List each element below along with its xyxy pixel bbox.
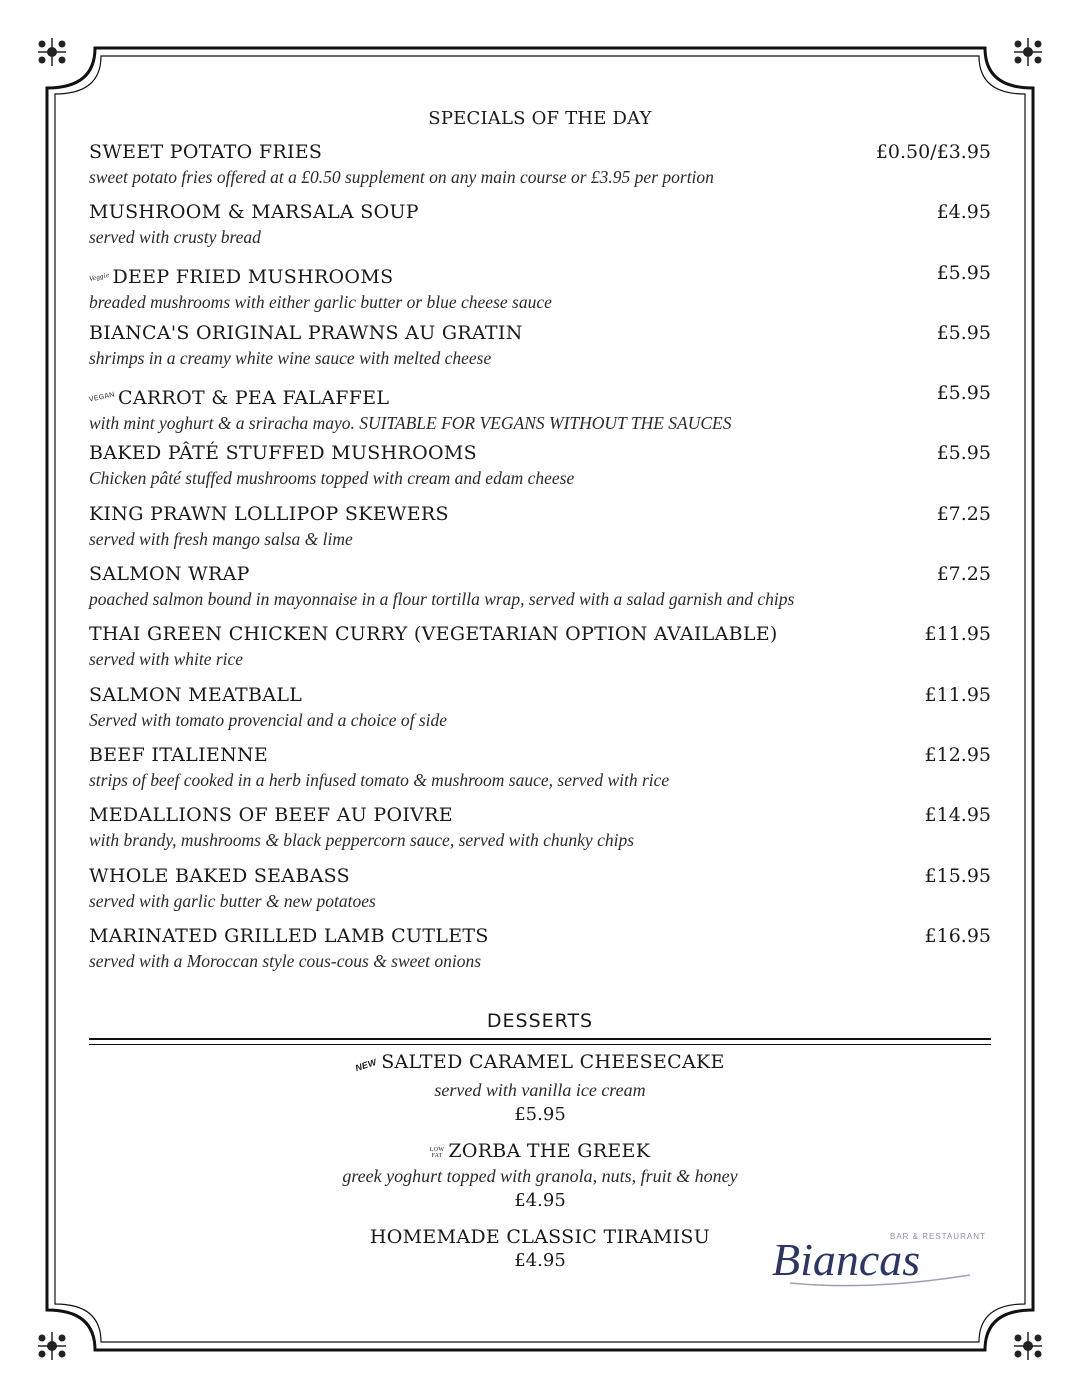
specials-section	[89, 107, 991, 984]
item-name: BIANCA'S ORIGINAL PRAWNS AU GRATIN	[89, 321, 523, 344]
item-price: £11.95	[924, 623, 991, 646]
item-description: served with white rice	[89, 649, 244, 670]
item-name: WHOLE BAKED SEABASS	[89, 864, 350, 887]
item-description: served with fresh mango salsa & lime	[89, 528, 353, 549]
menu-item	[89, 200, 991, 260]
dessert-description: greek yoghurt topped with granola, nuts, fruit & honey	[342, 1166, 738, 1186]
vegan-tag-icon: VEGAN	[88, 391, 116, 404]
menu-item	[89, 864, 991, 924]
item-price: £5.95	[936, 321, 991, 344]
specials-title: SPECIALS OF THE DAY	[428, 108, 652, 129]
low-fat-tag-icon: LOW FAT	[429, 1147, 445, 1159]
item-description: poached salmon bound in mayonnaise in a flour tortilla wrap, served with a salad garnish and chips	[89, 589, 795, 610]
item-name: BAKED PÂTÉ STUFFED MUSHROOMS	[89, 442, 477, 465]
logo-subtitle: BAR & RESTAURANT	[890, 1232, 986, 1241]
menu-item	[89, 502, 991, 562]
item-description: with mint yoghurt & a sriracha mayo. SUITABLE FOR VEGANS WITHOUT THE SAUCES	[89, 413, 732, 434]
new-tag-icon: NEW	[354, 1056, 379, 1074]
dessert-name: HOMEMADE CLASSIC TIRAMISU	[369, 1226, 711, 1248]
dessert-price: £5.95	[514, 1104, 566, 1125]
item-price: £5.95	[936, 442, 991, 465]
item-price: £16.95	[924, 924, 991, 947]
menu-item	[89, 562, 991, 622]
item-price: £7.25	[936, 563, 991, 586]
item-price: £4.95	[936, 201, 991, 224]
veggie-tag-icon: Veggie	[88, 270, 111, 283]
dessert-price: £4.95	[514, 1250, 566, 1271]
logo-wordmark: Biancas	[772, 1234, 921, 1285]
menu-item	[89, 803, 991, 863]
item-price: £0.50/£3.95	[875, 141, 991, 163]
dessert-price: £4.95	[514, 1190, 566, 1211]
menu-item	[89, 140, 991, 200]
item-price: £15.95	[924, 864, 991, 887]
menu-item	[89, 381, 991, 441]
item-name: MARINATED GRILLED LAMB CUTLETS	[89, 924, 489, 947]
biancas-logo	[770, 1225, 986, 1295]
menu-item	[89, 261, 991, 321]
item-description: served with a Moroccan style cous-cous & sweet onions	[89, 950, 482, 971]
divider	[89, 1044, 991, 1045]
dessert-name: ZORBA THE GREEK	[448, 1140, 651, 1162]
item-price: £5.95	[936, 382, 991, 405]
menu-item	[89, 683, 991, 743]
menu-item	[89, 622, 991, 682]
item-price: £12.95	[924, 743, 991, 766]
dessert-item	[89, 1050, 991, 1127]
item-price: £11.95	[924, 683, 991, 706]
item-name: SALMON MEATBALL	[89, 683, 303, 706]
item-price: £14.95	[924, 804, 991, 827]
item-name: MEDALLIONS OF BEEF AU POIVRE	[89, 804, 453, 827]
menu-item	[89, 441, 991, 501]
menu-item	[89, 743, 991, 803]
item-price: £5.95	[936, 261, 991, 284]
item-name: BEEF ITALIENNE	[89, 743, 269, 766]
dessert-name: SALTED CARAMEL CHEESECAKE	[381, 1051, 725, 1073]
dessert-description: served with vanilla ice cream	[434, 1080, 646, 1100]
item-name: SALMON WRAP	[89, 563, 250, 586]
divider	[89, 1038, 991, 1040]
item-price: £7.25	[936, 502, 991, 525]
desserts-title: DESSERTS	[486, 1010, 594, 1032]
item-description: served with garlic butter & new potatoes	[89, 890, 376, 911]
menu-item	[89, 321, 991, 381]
item-description: with brandy, mushrooms & black peppercorn sauce, served with chunky chips	[89, 830, 635, 851]
item-name: MUSHROOM & MARSALA SOUP	[89, 201, 419, 224]
item-description: breaded mushrooms with either garlic butter or blue cheese sauce	[89, 291, 552, 312]
item-name: THAI GREEN CHICKEN CURRY (VEGETARIAN OPTION AVAILABLE)	[89, 623, 778, 646]
item-name: DEEP FRIED MUSHROOMS	[112, 265, 394, 288]
item-description: shrimps in a creamy white wine sauce with melted cheese	[89, 347, 492, 368]
menu-item	[89, 924, 991, 984]
item-name: KING PRAWN LOLLIPOP SKEWERS	[89, 502, 449, 525]
item-description: sweet potato fries offered at a £0.50 supplement on any main course or £3.95 per portion	[89, 167, 714, 187]
item-description: Served with tomato provencial and a choice of side	[89, 709, 448, 730]
item-name: CARROT & PEA FALAFFEL	[118, 387, 390, 410]
item-description: served with crusty bread	[89, 227, 261, 248]
item-name: SWEET POTATO FRIES	[89, 141, 323, 163]
item-description: strips of beef cooked in a herb infused tomato & mushroom sauce, served with rice	[89, 769, 670, 790]
dessert-item	[89, 1139, 991, 1213]
item-description: Chicken pâté stuffed mushrooms topped with cream and edam cheese	[89, 468, 575, 489]
